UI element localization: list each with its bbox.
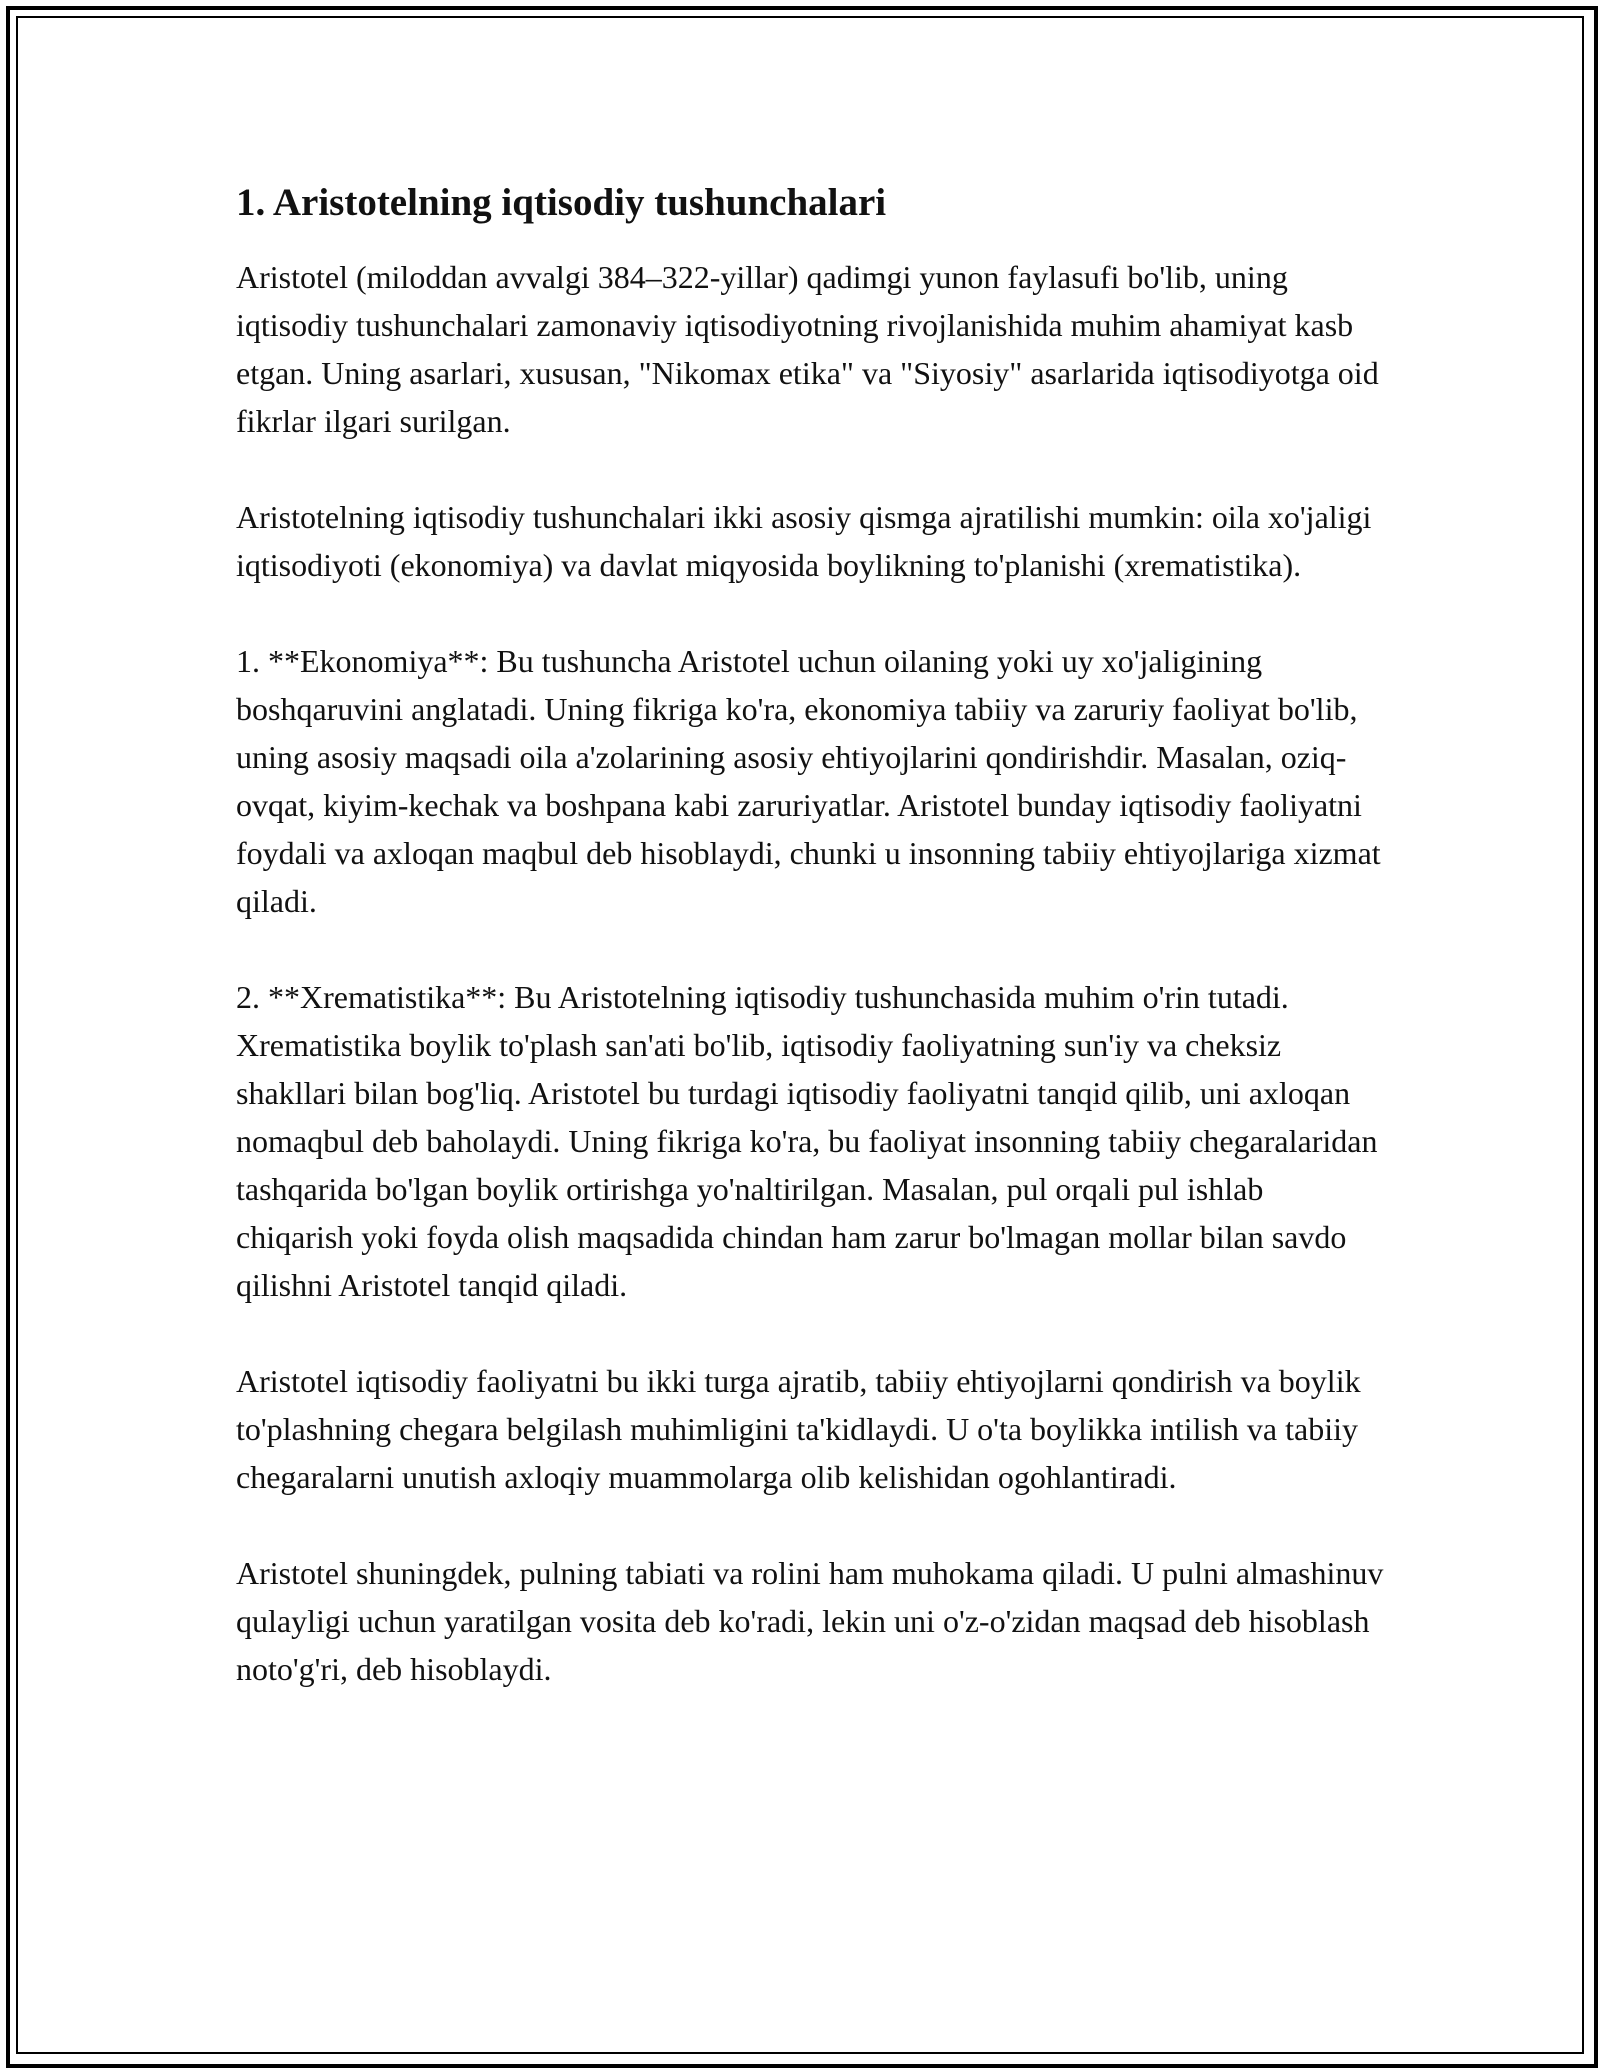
paragraph-xrematistika: 2. **Xrematistika**: Bu Aristotelning iqtisodiy tushunchasida muhim o'rin tutadi. Xrematistika boylik to'plash san'ati bo'lib, iqtisodiy faoliyatning sun'iy va cheksiz shakllari bilan bog'liq. Aristotel bu turdagi iqtisodiy faoliyatni tanqid qilib, uni axloqan nomaqbul deb baholaydi. Uning fikriga ko'ra, bu faoliyat insonning tabiiy chegaralaridan tashqarida bo'lgan boylik ortirishga yo'naltirilgan. Masalan, pul orqali pul ishlab chiqarish yoki foyda olish maqsadida chindan ham zarur bo'lmagan mollar bilan savdo qilishni Aristotel tanqid qiladi.: [236, 978, 1378, 1303]
paragraph-ekonomiya: 1. **Ekonomiya**: Bu tushuncha Aristotel uchun oilaning yoki uy xo'jaligining boshqaruvini anglatadi. Uning fikriga ko'ra, ekonomiya tabiiy va zaruriy faoliyat bo'lib, uning asosiy maqsadi oila a'zolarining asosiy ehtiyojlarini qondirishdir. Masalan, oziq-ovqat, kiyim-kechak va boshpana kabi zaruriyatlar. Aristotel bunday iqtisodiy faoliyatni foydali va axloqan maqbul deb hisoblaydi, chunki u insonning tabiiy ehtiyojlariga xizmat qiladi.: [236, 642, 1381, 919]
paragraph-money: Aristotel shuningdek, pulning tabiati va rolini ham muhokama qiladi. U pulni almashinuv qulayligi uchun yaratilgan vosita deb ko'radi, lekin uni o'z-o'zidan maqsad deb hisoblash noto'g'ri, deb hisoblaydi.: [236, 1554, 1384, 1687]
document-body: [236, 180, 1386, 1741]
paragraph-intro: Aristotel (miloddan avvalgi 384–322-yillar) qadimgi yunon faylasufi bo'lib, uning iqtisodiy tushunchalari zamonaviy iqtisodiyotning rivojlanishida muhim ahamiyat kasb etgan. Uning asarlari, xususan, "Nikomax etika" va "Siyosiy" asarlarida iqtisodiyotga oid fikrlar ilgari surilgan.: [236, 258, 1379, 439]
paragraph-division: Aristotelning iqtisodiy tushunchalari ikki asosiy qismga ajratilishi mumkin: oila xo'jaligi iqtisodiyoti (ekonomiya) va davlat miqyosida boylikning to'planishi (xrematistika).: [236, 498, 1372, 583]
paragraph-conclusion: Aristotel iqtisodiy faoliyatni bu ikki turga ajratib, tabiiy ehtiyojlarni qondirish va boylik to'plashning chegara belgilash muhimligini ta'kidlaydi. U o'ta boylikka intilish va tabiiy chegaralarni unutish axloqiy muammolarga olib kelishidan ogohlantiradi.: [236, 1362, 1361, 1495]
section-heading: 1. Aristotelning iqtisodiy tushunchalari: [236, 181, 887, 224]
